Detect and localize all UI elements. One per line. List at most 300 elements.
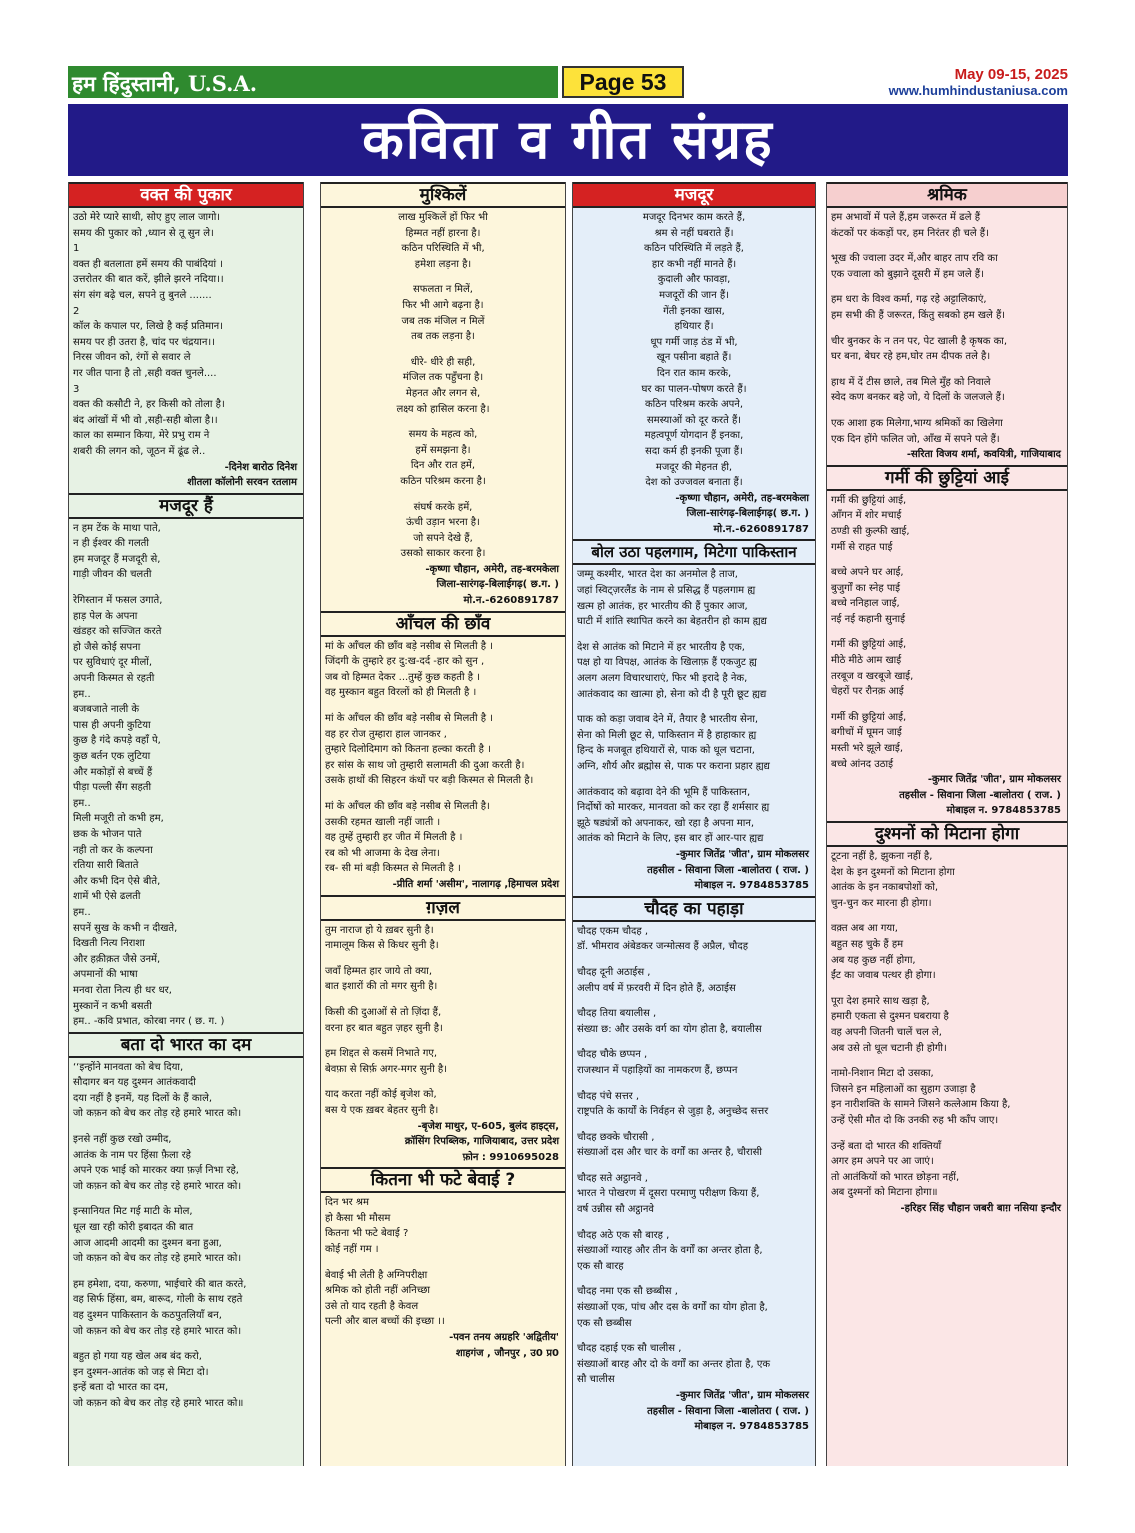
poem-line: इन नारीशक्ति के सामने जिसने कत्लेआम किया है, [831,1099,1011,1111]
poem-line: बच्चे अपने घर आई, [831,567,904,579]
poem-body [69,519,303,1032]
poem-line: संग संग बढ़े चल, सपने तु बुनले ....... [73,289,212,301]
poem-line: पीड़ा पल्ली सैंग सहती [73,782,152,794]
poem-line: कठिन परिस्थिति में लड़ते हैं, [644,243,744,255]
poem-line: भूख की ज्वाला उदर में,और बाहर ताप रवि का [831,253,998,265]
poet-credit: मो.न.-6260891787 [463,595,559,607]
poem-line: उन्हें बता दो भारत की शक्तियाँ [831,1140,942,1152]
poem-line: संख्याओं बारह और दो के वर्गों का अन्तर होता है, एक [577,1358,771,1370]
stanza-gap [325,345,561,355]
poem-line: मिली मजूरी तो कभी हम, [73,813,164,825]
poem-line: उसको साकार करना है। [400,548,486,560]
poem-line: कुछ है गंदे कपड़े वहाँ पे, [73,735,161,747]
poem-line: वक्त की कसौटी ने, हर किसी को तोला है। [73,399,225,411]
poem-line: आतंक के नाम पर हिंसा फ़ैला रहे [73,1149,191,1161]
poet-credit: मोबाइल न. 9784853785 [694,1421,809,1433]
poem-line: मां के आँचल की छाँव बड़े नसीब से मिलती है । [325,640,493,652]
poem-line: कठिन परिश्रम करना है। [400,475,486,487]
poem-line: बहुत सह चुके हैं हम [831,938,904,950]
poem-line: जो कफ़न को बेच कर तोड़ रहे हमारे भारत को। [73,1180,242,1192]
poem-line: सौ चालीस [577,1374,615,1386]
masthead [68,66,1068,100]
poem-line: तरबूज व खरबूजे खाई, [831,670,914,682]
poem-line: हम.. [73,797,91,809]
poem-line: हम मजदूर हैं मजदूरी से, [73,553,161,565]
poem-line: मेहनत और लगन से, [405,387,481,399]
stanza-gap [577,702,811,712]
poem-line: याद करता नहीं कोई बृजेश को, [325,1089,437,1101]
poem-line: मां के आँचल की छाँव बड़े नसीब से मिलती है। [325,801,490,812]
stanza-gap [831,365,1063,375]
poem-line: जहां स्विट्ज़रलैंड के नाम से प्रसिद्ध हैं पहलगाम ह्य [577,585,756,597]
poem-line: आँगन में शोर मचाई [831,510,902,522]
poem-line: गर्मी की छुट्टियां आई, [831,639,907,651]
poet-credit: मो.न.-6260891787 [713,523,809,535]
poem-body [69,208,303,493]
poem-line: समय पर ही उतरा है, चांद पर चंद्रयान।। [73,336,216,348]
poem-line: चेहरों पर रौनक़ आई [831,686,904,698]
poem-line: निरस जीवन को, रंगों से सवार ले [73,352,191,364]
poem-line: मीठे मीठे आम खाई [831,655,902,667]
poem-line: बस ये एक ख़बर बेहतर सुनी है। [325,1104,439,1116]
poem-line: हम सभी की हैं जरूरत, किंतु सबको हम खले हैं। [831,309,1006,321]
poem-line: चौदह पंचे सत्तर , [577,1090,640,1102]
poem-line: बात इशारों की तो मगर सुनी है। [325,981,438,993]
poem-line: हम धरा के विश्व कर्मा, गढ़ रहे अट्टालिकाएं, [831,294,987,306]
poet-credit: -प्रीति शर्मा 'असीम', नालागढ़ ,हिमाचल प्रदेश [392,878,559,890]
poem-line: अगर हम अपने पर आ जाएं। [831,1156,934,1168]
stanza-gap [831,555,1063,565]
poem-line: बजबजाते नाली के [73,704,140,716]
poem-line: समस्याओं को दूर करते हैं। [646,414,742,426]
poem-line: अपमानों की भाषा [73,969,138,981]
poem-title: दुश्मनों को मिटाना होगा [827,821,1067,847]
newspaper-name: हम हिंदुस्तानी, U.S.A. [68,66,558,98]
stanza-gap [577,1120,811,1130]
poem-line: पत्नी और बाल बच्चों की इच्छा ।। [325,1316,445,1328]
poem-title: आँचल की छाँव [321,611,565,637]
poem-title: मजदूर [573,182,815,208]
poem-body [573,922,815,1437]
poem-line: चौदह अठे एक सौ बारह , [577,1229,670,1241]
poem-line: राजस्थान में पहाड़ियों का नामकरण हैं, छप्पन [577,1064,738,1076]
poem-line: आतंक के इन नकाबपोशों को, [831,882,939,894]
stanza-gap [577,955,811,965]
stanza-gap [831,627,1063,637]
poem-line: पूरा देश हमारे साथ खड़ा है, [831,995,930,1007]
poem-line: कठिन परिश्रम करके अपने, [644,399,744,411]
poem-line: जो कफ़न को बेच कर तोड़ रहे हमारे भारत को। [73,1325,242,1337]
poem-body [321,1193,565,1363]
poem-body [321,637,565,895]
poem-line: आतंकवाद को बढ़ावा देने की भूमि हैं पाकिस्तान, [577,786,751,798]
poem-line: जो कफ़न को बेच कर तोड़ रहे हमारे भारत को॥ [73,1397,244,1409]
poem-line: खून पसीना बहाते हैं। [656,352,732,364]
poem-line: हम शिद्दत से कसमें निभाते गए, [325,1048,438,1060]
poet-credit: जिला-सारंगढ़-बिलाईगढ़( छ.ग. ) [686,508,809,520]
poem-line: जब वो हिम्मत देकर ...तुम्हें कुछ कहती है । [325,671,480,683]
poem-line: भारत ने पोखरण में दूसरा परमाणु परीक्षण किया हैं, [577,1188,760,1200]
poem-line: देश से आतंक को मिटाने में हर भारतीय है एक, [577,641,745,653]
poem-line: चौदह तिया बयालीस , [577,1008,657,1020]
poem-line: वह अपनी जितनी चालें चल ले, [831,1026,942,1038]
poem-line: न ही ईश्वर की गलती [73,538,149,550]
stanza-gap [325,789,561,799]
poet-credit: -कृष्णा चौहान, अमेरी, तह-बरमकेला [425,563,559,575]
poet-credit: जिला-सारंगढ़-बिलाईगढ़( छ.ग. ) [436,579,559,591]
poem-line: संख्याओं दस और चार के वर्गों का अन्तर है, चौरासी [577,1147,762,1159]
stanza-gap [325,995,561,1005]
stanza-gap [73,1339,299,1349]
poem-line: निर्दोषों को मारकर, मानवता को कर रहा हैं शर्मसार ह्य [577,802,770,814]
poem-line: सफलता न मिलें, [413,284,473,296]
poem-line: बंद आंखों में भी वो ,सही-सही बोला है।। [73,414,218,426]
poem-line: हाड़ पेल के अपना [73,610,138,622]
poem-line: संघर्ष करके हमें, [413,501,473,513]
poet-credit: -कुमार जितेंद्र 'जीत', ग्राम मोकलसर [675,848,809,860]
poem-body [69,1058,303,1414]
poem-body [321,208,565,611]
poem-line: सपनें सुख के कभी न दीखते, [73,922,178,934]
poem-line: हम.. [73,688,91,700]
poem-line: ठण्डी सी कुल्फी खाई, [831,525,910,537]
poem-line: गेंती इनका खास, [663,305,725,317]
poet-credit: -कुमार जितेंद्र 'जीत', ग्राम मोकलसर [675,1390,809,1401]
stanza-gap [831,1056,1063,1066]
poem-line: जो कफ़न को बेच कर तोड़ रहे हमारे भारत को। [73,1108,242,1120]
poem-line: कॉल के कपाल पर, लिखे है कई प्रतिमान। [73,321,223,333]
poem-line: घर बना, बेघर रहे हम,घोर तम दीपक तले है। [831,351,991,363]
poem-line: घर का पालन-पोषण करते हैं। [641,383,747,395]
poem-line: कोई नहीं गम । [325,1244,379,1256]
poem-line: धीरे- धीरे ही सही, [410,356,476,368]
poem-line: मजदूरों की जान हैं। [659,289,729,301]
stanza-gap [831,700,1063,710]
poem-line: हम अभावों में पले हैं,हम जरूरत में ढले हैं [831,212,981,223]
poem-line: वह मुस्कान बहुत विरलों को ही मिलती है । [325,687,477,699]
poem-line: महत्वपूर्ण योगदान हैं इनका, [644,430,744,442]
column-2 [320,182,566,1466]
poem-line: और मकोड़ों से बच्चें हैं [73,766,153,778]
stanza-gap [325,1077,561,1087]
poem-line: मंजिल तक पहुँचना है। [402,372,484,384]
poem-line: आतंक को मिटाने के लिए, इस बार हों आर-पार ह्यद्य [577,833,764,845]
poem-line: दिन और रात हमें, [410,460,476,472]
poet-credit: क्रॉसिंग रिपब्लिक, गाजियाबाद, उत्तर प्रदेश [404,1136,559,1148]
poem-line: नामालूम किस से किधर सुनी है। [325,940,439,952]
poem-line: एक आशा हक मिलेगा,भाग्य श्रमिकों का खिलेगा [831,417,1003,429]
poem-line: इनसे नहीं कुछ रखो उम्मीद, [73,1134,172,1146]
poem-line: नामो-निशान मिटा दो उसका, [831,1068,934,1080]
poem-line: खंडहर को सज्जित करते [73,626,162,638]
poem-body [573,208,815,539]
poem-line: जो सपने देखे हैं, [413,532,473,544]
poem-line: नई नई कहानी सुनाई [831,613,905,625]
stanza-gap [831,241,1063,251]
stanza-gap [577,630,811,640]
poem-line: हो कैसा भी मौसम [325,1212,391,1224]
poem-line: ऊंची उड़ान भरना है। [406,517,480,529]
poem-line: अपने एक भाई को मारकर क्या फ़र्ज़ निभा रहे, [73,1165,239,1177]
poem-line: जवाँ हिम्मत हार जाये तो क्या, [325,965,433,977]
website-link[interactable]: www.humhindustaniusa.com [888,83,1068,98]
poem-line: लक्ष्य को हासिल करना है। [396,403,490,415]
poem-line: संख्या छ: और उसके वर्ग का योग होता है, बयालीस [577,1023,762,1035]
poem-line: बेवफ़ा से सिर्फ़ अगर-मगर सुनी है। [325,1063,447,1075]
poem-line: वर्ष उन्नीस सौ अट्ठानवे [577,1204,654,1216]
poem-line: घाटी में शांति स्थापित करने का बेहतरीन हो काम ह्यद्य [577,616,767,628]
poem-line: पास ही अपनी कुटिया [73,719,151,731]
poem-title: गर्मी की छुट्टियां आई [827,465,1067,491]
page-number: Page 53 [562,66,684,98]
poem-body [827,208,1067,465]
stanza-gap [577,1161,811,1171]
poem-title: कितना भी फटे बेवाई ? [321,1167,565,1193]
poet-credit: मोबाइल न. 9784853785 [694,880,809,892]
poem-line: चौदह दूनी अठाईस , [577,966,651,978]
poem-line: शबरी की लगन को, जूठन में ढूंढ ले.. [73,445,206,457]
poem-line: हम.. -कवि प्रभात, कोरबा नगर ( छ. ग. ) [73,1016,225,1028]
poem-line: स्वेद कण बनकर बहे जो, ये दिलों के जलजले हैं। [831,392,1005,404]
poet-credit: -बृजेश माथुर, ए-605, बुलंद हाइट्स, [417,1120,559,1132]
poem-line: आज आदमी आदमी का दुश्मन बना हुआ, [73,1237,222,1249]
issue-date: May 09-15, 2025 [954,66,1068,83]
poem-body [827,847,1067,1218]
poem-line: 3 [73,383,80,395]
poem-line: समय की पुकार को ,ध्यान से तू सुन ले। [73,227,214,239]
poem-body [827,491,1067,821]
poem-line: रब- सी मां बड़ी किस्मत से मिलती है । [325,863,461,875]
poem-line: राष्ट्रपति के कार्यों के निर्वहन से जुड़ा है, अनुच्छेद सत्तर [577,1106,769,1118]
poem-line: गर्मी से राहत पाई [831,541,893,553]
stanza-gap [325,701,561,711]
poem-line: मां के आँचल की छाँव बड़े नसीब से मिलती है । [325,713,493,725]
poem-line: एक दिन होंगे फलित जो, आँख में सपने पले हैं। [831,433,1000,445]
poem-line: धूल खा रही कोरी इबादत की बात [73,1222,194,1234]
stanza-gap [577,996,811,1006]
poem-line: बच्चे ननिहाल जाई, [831,598,900,610]
poem-line: झूठे षड्यंत्रों को अपनाकर, खो रहा है अपना मान, [577,817,755,829]
stanza-gap [325,417,561,427]
poem-line: अब उसे तो धूल चटानी ही होगी। [831,1042,947,1054]
stanza-gap [577,1079,811,1089]
poem-line: वह हर रोज तुम्हारा हाल जानकर , [325,728,447,740]
poem-line: संख्याओं ग्यारह और तीन के वर्गों का अन्तर होता है, [577,1245,763,1257]
poem-line: बगीचों में घूमन जाई [831,727,902,739]
poem-line: संख्याओं एक, पांच और दस के वर्गों का योग होता है, [577,1302,768,1314]
stanza-gap [577,775,811,785]
poem-line: कुछ बर्तन एक लुटिया [73,751,151,762]
poem-line: टूटना नहीं है, झुकना नहीं है, [831,851,933,862]
stanza-gap [577,1037,811,1047]
poem-line: देश के इन दुश्मनों को मिटाना होगा [831,866,955,878]
poet-credit: -सरिता विजय शर्मा, कवयित्री, गाजियाबाद [906,449,1061,461]
poem-line: धूप गर्मी जाड़ ठंड में भी, [650,336,738,348]
poem-line: और हक़ीक़त जैसे उनमें, [73,953,161,965]
poet-credit: मोबाइल न. 9784853785 [946,805,1061,817]
stanza-gap [831,282,1063,292]
poem-line: अलग अलग विचारधाराएं, फिर भी इरादे है नेक, [577,673,748,685]
poem-line: चौदह नमा एक सौ छब्बीस , [577,1286,678,1298]
poem-line: श्रम से नहीं घबराते हैं। [654,227,734,239]
poem-line: बेवाई भी लेती है अग्निपरीक्षा [325,1269,428,1281]
stanza-gap [831,1129,1063,1139]
poem-line: हम.. [73,906,91,918]
poem-line: हमेशा लड़ना है। [414,258,472,270]
poem-line: चौदह एकम चौदह , [577,925,649,937]
poem-line: तब तक लड़ना है। [411,331,475,343]
poet-credit: शाहगंज , जौनपुर , उ0 प्र0 [455,1347,559,1359]
poem-line: ‘‘इन्होंने मानवता को बेच दिया, [73,1061,184,1073]
poem-line: ईंट का जवाब पत्थर ही होगा। [831,970,936,982]
poem-line: मजदूर दिनभर काम करते हैं, [642,212,746,223]
stanza-gap [577,1331,811,1341]
poem-line: मजदूर की मेहनत ही, [655,461,733,473]
poem-line: पर सुविधाएं दूर मीलों, [73,657,153,669]
poem-line: वरना हर बात बहुत ज़हर सुनी है। [325,1022,443,1034]
poem-line: खत्म हो आतंक, हर भारतीय की हैं पुकार आज, [577,600,748,612]
poet-credit: तहसील - सिवाना जिला -बालोतरा ( राज. ) [647,864,809,876]
poem-line: उसकी रहमत खाली नहीं जाती । [325,816,441,828]
poem-line: जो कफ़न को बेच कर तोड़ रहे हमारे भारत को। [73,1253,242,1265]
poem-line: मनवा रोता नित्य ही धर धर, [73,984,172,996]
poem-line: बुजुर्गों का स्नेह पाई [831,582,901,594]
poem-body [573,565,815,895]
poem-line: वह दुश्मन पाकिस्तान के कठपुतलियाँ बन, [73,1310,222,1321]
poem-line: कंटकों पर कंकड़ों पर, हम निरंतर ही चले हैं। [831,227,989,239]
poet-credit: फ़ोन : 9910695028 [462,1151,559,1163]
poem-line: वक्त ही बतलाता हमें समय की पाबंदियां । [73,258,224,270]
poem-line: हार कभी नहीं मानते हैं। [651,258,737,270]
poem-line: उसे तो याद रहती है केवल [325,1300,419,1312]
poem-line: एक सौ बारह [577,1260,624,1272]
poet-credit: -कुमार जितेंद्र 'जीत', ग्राम मोकलसर [927,774,1061,786]
poet-credit: शीतला कॉलोनी सरवन रतलाम [187,477,297,489]
poem-line: वक़्त अब आ गया, [831,923,898,935]
poem-line: एक सौ छब्बीस [577,1317,632,1329]
poem-line: मस्ती भरे झूले खाई, [831,743,904,755]
poet-credit: -कृष्णा चौहान, अमेरी, तह-बरमकेला [675,492,809,504]
poem-line: किसी की दुआओं से तो ज़िंदा हैं, [325,1006,442,1018]
poet-credit: तहसील - सिवाना जिला -बालोतरा ( राज. ) [899,789,1061,801]
poem-line: अग्नि, शौर्य और ब्रह्मोस से, पाक पर कराना प्रहार ह्यद्य [577,761,770,772]
poem-line: दया नहीं है इनमें, यह दिलों के हैं काले, [73,1092,213,1104]
poem-line: चुन-चुन कर मारना ही होगा। [831,897,932,909]
poem-line: नही तो कर के कल्पना [73,844,153,856]
poem-title: बता दो भारत का दम [69,1032,303,1058]
poem-line: मुस्कानें न कभी बसती [73,1000,152,1012]
poem-line: श्रमिक को होती नहीं अनिच्छा [325,1285,431,1297]
poem-line: फिर भी आगे बढ़ना है। [402,299,484,311]
poem-line: अब दुश्मनों को मिटाना होगा॥ [831,1187,938,1199]
column-4 [826,182,1068,1466]
stanza-gap [325,1036,561,1046]
poem-title: बोल उठा पहलगाम, मिटेगा पाकिस्तान [573,539,815,565]
poem-line: पाक को कड़ा जवाब देने में, तैयार है भारतीय सेना, [577,714,759,726]
stanza-gap [325,490,561,500]
poem-line: समय के महत्व को, [408,429,478,441]
poem-line: अपनी किस्मत से रहती [73,673,155,685]
poem-line: और कभी दिन ऐसे बीते, [73,875,161,887]
poem-line: उत्तरोतर की बात करें, झीले झरने नदिया।। [73,274,224,286]
stanza-gap [325,1258,561,1268]
poem-line: पक्ष हो या विपक्ष, आतंक के खिलाफ़ हैं एकजुट ह्य [577,657,757,669]
poem-line: जिंदगी के तुम्हारे हर दु:ख-दर्द -हार को सुन , [325,656,485,668]
poem-line: देश को उज्जवल बनाता हैं। [645,477,743,489]
poem-line: इन्सानियत मिट गई माटी के मोल, [73,1206,193,1218]
poem-line: छक के भोजन पाते [73,828,142,840]
poem-line: 1 [73,243,80,255]
poem-line: गर्मी की छुट्टियां आई, [831,494,907,506]
poem-line: इन दुश्मन-आतंक को जड़ से मिटा दो। [73,1366,209,1378]
poem-line: बच्चे आंनद उठाई [831,758,894,770]
stanza-gap [73,1267,299,1277]
poem-line: लाख मुश्किलें हों फिर भी [398,212,488,223]
poem-line: चौदह दहाई एक सौ चालीस , [577,1343,682,1355]
poem-line: कुदाली और फावड़ा, [657,274,731,286]
poem-line: जिसने इन महिलाओं का सुहाग उजाड़ा है [831,1083,976,1095]
poem-line: एक ज्वाला को बुझाने दूसरी में हम जले हैं। [831,268,984,280]
poem-title: मुश्किलें [321,182,565,208]
poem-line: कठिन परिस्थिति में भी, [401,243,485,255]
poem-line: चौदह चौके छप्पन , [577,1049,648,1061]
poet-credit: -दिनेश बारोठ दिनेश [224,461,297,473]
poem-line: तो आतंकियों को भारत छोड़ना नहीं, [831,1171,960,1183]
stanza-gap [831,324,1063,334]
poem-line: रब को भी आजमा के देख लेना। [325,847,440,859]
poem-line: वह सिर्फ हिंसा, बम, बारूद, गोली के साथ रहते [73,1294,243,1306]
poem-line: अब यह कुछ नहीं होगा, [831,954,916,966]
poem-line: सदा कर्म ही इनकी पूजा हैं। [645,445,743,457]
poem-line: सेना को मिली छूट से, पाकिस्तान में है हाहाकार ह्य [577,729,757,741]
stanza-gap [73,1194,299,1204]
poem-line: जब तक मंजिल न मिलें [401,315,485,327]
poem-line: गर जीत पाना है तो ,सही वक्त चुनले.... [73,367,217,379]
poem-line: डॉ. भीमराव अंबेडकर जन्मोत्सव हैं अप्रैल, चौदह [577,941,749,953]
column-1 [68,182,304,1466]
poem-line: चौदह सते अट्ठानवे , [577,1172,648,1184]
poem-line: गाड़ी जीवन की चलती [73,569,152,581]
column-3 [572,182,816,1466]
poem-line: बहुत हो गया यह खेल अब बंद करो, [73,1351,202,1363]
poem-line: हिन्द के मजबूत हथियारों से, पाक को धूल चटाना, [577,745,755,757]
poet-credit: तहसील - सिवाना जिला -बालोतरा ( राज. ) [647,1405,809,1417]
poem-line: कितना भी फटे बेवाई ? [325,1228,409,1240]
poem-line: आतंकवाद का खात्मा हो, सेना को दी है पूरी छूट ह्यद्य [577,688,767,700]
poem-line: काल का सम्मान किया, मेरे प्रभु राम ने [73,430,210,442]
poem-line: तुम नाराज हो ये ख़बर सुनी है। [325,924,434,936]
poem-title: मजदूर हैं [69,493,303,519]
poem-line: हिम्मत नहीं हारना है। [405,227,481,239]
poem-line: जम्मू कश्मीर, भारत देश का अनमोल है ताज, [577,569,738,581]
stanza-gap [73,1122,299,1132]
section-banner: कविता व गीत संग्रह [68,104,1068,176]
poem-line: 2 [73,305,80,317]
poem-title: श्रमिक [827,182,1067,208]
stanza-gap [73,583,299,593]
poem-line: रेगिस्तान में फसल उगाते, [73,595,163,607]
stanza-gap [577,1218,811,1228]
poem-title: चौदह का पहाड़ा [573,896,815,922]
poet-credit: -पवन तनय अग्रहरि 'अद्वितीय' [449,1332,559,1344]
poet-credit: -हरिहर सिंह चौहान जबरी बाग़ नसिया इन्दौर [900,1202,1061,1214]
poem-line: हमें समझना है। [415,444,471,456]
poem-line: न हम टेंक के माथा पाते, [73,522,161,534]
poem-line: दिखती नित्य निराशा [73,938,145,950]
poem-line: चौदह छक्के चौरासी , [577,1131,655,1143]
poem-line: हथियार हैं। [674,321,714,333]
poem-title: ग़ज़ल [321,895,565,921]
